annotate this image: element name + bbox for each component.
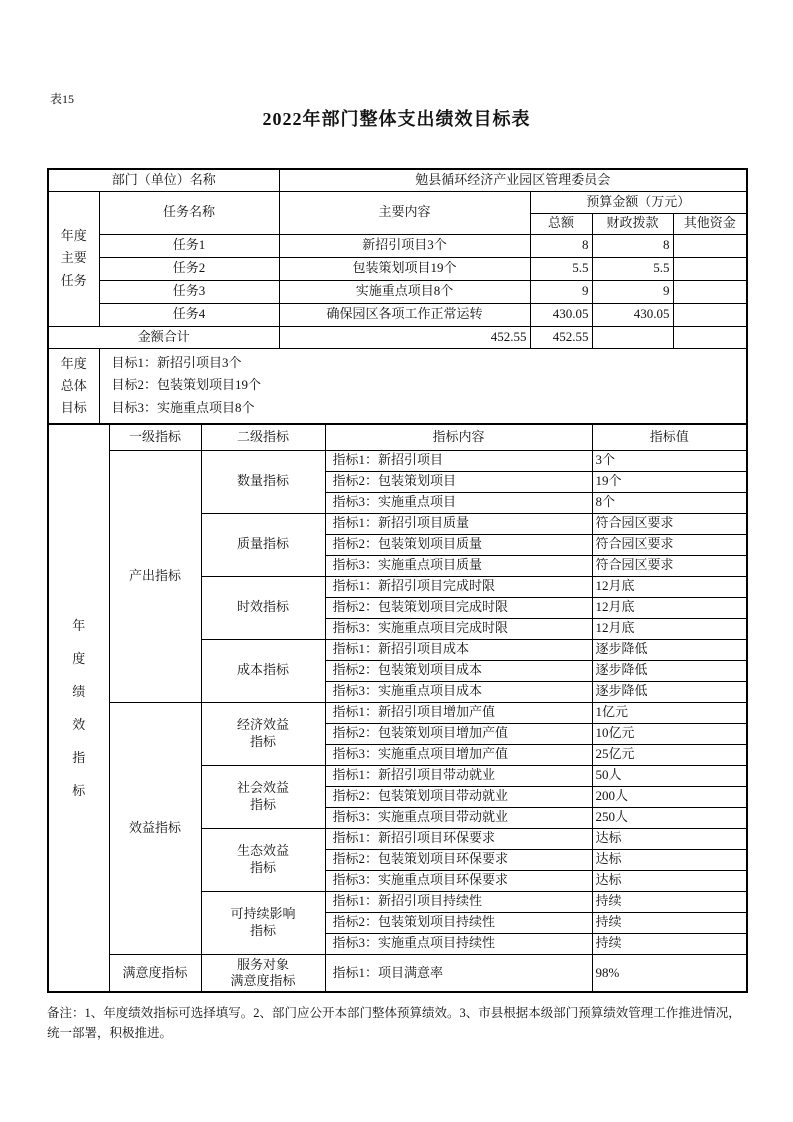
indicator-content-cell: 指标3：实施重点项目质量	[325, 555, 592, 576]
level2-line: 指标	[249, 922, 276, 938]
tasks-section-label: 年度主要任务	[60, 228, 87, 288]
task-other-cell	[673, 257, 747, 280]
task-fiscal-cell: 430.05	[592, 303, 673, 326]
footer-note: 备注：1、年度绩效指标可选择填写。2、部门应公开本部门整体预算绩效。3、市县根据本级部门预算绩效管理工作推进情况，统一部署，积极推进。	[47, 1006, 741, 1040]
indicator-value-cell: 12月底	[592, 576, 747, 597]
task-content-cell: 确保园区各项工作正常运转	[279, 303, 530, 326]
indicator-row	[48, 954, 747, 992]
task-row	[48, 280, 747, 303]
col-task-name: 任务名称	[99, 191, 279, 234]
task-content-cell: 新招引项目3个	[279, 234, 530, 257]
task-fiscal-cell: 5.5	[592, 257, 673, 280]
total-other-cell	[592, 326, 673, 348]
task-content-cell: 实施重点项目8个	[279, 280, 530, 303]
indicator-content-cell: 指标1：新招引项目增加产值	[325, 702, 592, 723]
level2-cell	[201, 639, 325, 702]
level2-line: 指标	[249, 796, 276, 812]
level2-line: 成本指标	[236, 662, 289, 678]
level2-cell	[201, 765, 325, 828]
dept-label-cell: 部门（单位）名称	[48, 169, 279, 191]
indicator-value-cell: 3个	[592, 450, 747, 471]
indicator-value-cell: 逐步降低	[592, 639, 747, 660]
indicator-value-cell: 19个	[592, 471, 747, 492]
dept-value-cell: 勉县循环经济产业园区管理委员会	[279, 169, 747, 191]
goals-row	[48, 348, 747, 424]
indicator-value-cell: 1亿元	[592, 702, 747, 723]
indicator-row	[48, 702, 747, 723]
indicator-content-cell: 指标2：包装策划项目持续性	[325, 912, 592, 933]
indicator-content-cell: 指标3：实施重点项目持续性	[325, 933, 592, 954]
indicator-value-cell: 12月底	[592, 618, 747, 639]
goal-line: 目标1：新招引项目3个	[111, 354, 242, 370]
sheet-tag: 表15	[50, 92, 75, 106]
indicator-content-cell: 指标3：实施重点项目带动就业	[325, 807, 592, 828]
level2-line: 生态效益	[236, 843, 289, 859]
indicator-content-cell: 指标1：新招引项目成本	[325, 639, 592, 660]
level2-line: 服务对象	[236, 956, 289, 972]
indicator-content-cell: 指标2：包装策划项目增加产值	[325, 723, 592, 744]
task-name-cell: 任务4	[99, 303, 279, 326]
task-other-cell	[673, 280, 747, 303]
indicator-content-cell: 指标2：包装策划项目完成时限	[325, 597, 592, 618]
task-fiscal-cell: 9	[592, 280, 673, 303]
indicator-value-cell: 98%	[592, 954, 747, 992]
indicator-content-cell: 指标3：实施重点项目	[325, 492, 592, 513]
indicator-value-cell: 符合园区要求	[592, 555, 747, 576]
total-total-cell: 452.55	[279, 326, 530, 348]
indicator-content-cell: 指标1：新招引项目环保要求	[325, 828, 592, 849]
col-budget: 预算金额（万元）	[530, 191, 747, 213]
tasks-table	[47, 168, 748, 425]
task-total-cell: 8	[530, 234, 592, 257]
main-table-area	[47, 168, 746, 993]
level2-cell	[201, 828, 325, 891]
indicator-value-cell: 250人	[592, 807, 747, 828]
task-row	[48, 303, 747, 326]
total-label-cell: 金额合计	[48, 326, 279, 348]
indicator-content-cell: 指标3：实施重点项目环保要求	[325, 870, 592, 891]
indicator-value-cell: 达标	[592, 828, 747, 849]
total-fiscal-cell: 452.55	[530, 326, 592, 348]
indicator-value-cell: 逐步降低	[592, 681, 747, 702]
indicator-content-cell: 指标3：实施重点项目成本	[325, 681, 592, 702]
col-indicator-value: 指标值	[592, 424, 747, 450]
indicator-content-cell: 指标2：包装策划项目环保要求	[325, 849, 592, 870]
goals-section-label: 年度总体目标	[60, 355, 87, 415]
indicator-value-cell: 8个	[592, 492, 747, 513]
col-level1: 一级指标	[109, 424, 201, 450]
level2-line: 指标	[249, 733, 276, 749]
indicator-value-cell: 200人	[592, 786, 747, 807]
col-level2: 二级指标	[201, 424, 325, 450]
level1-cell: 效益指标	[109, 702, 201, 954]
level2-cell	[201, 954, 325, 992]
indicator-value-cell: 达标	[592, 849, 747, 870]
level2-line: 满意度指标	[230, 972, 296, 988]
task-fiscal-cell: 8	[592, 234, 673, 257]
indicators-section-label: 年度绩效指标	[72, 617, 86, 799]
indicator-content-cell: 指标3：实施重点项目增加产值	[325, 744, 592, 765]
task-name-cell: 任务1	[99, 234, 279, 257]
indicators-section-label-cell	[48, 424, 109, 992]
level2-line: 社会效益	[236, 780, 289, 796]
indicators-table	[47, 423, 748, 993]
task-row	[48, 257, 747, 280]
task-total-cell: 9	[530, 280, 592, 303]
indicator-content-cell: 指标1：新招引项目完成时限	[325, 576, 592, 597]
level2-line: 经济效益	[236, 717, 289, 733]
task-name-cell: 任务2	[99, 257, 279, 280]
indicator-content-cell: 指标1：新招引项目	[325, 450, 592, 471]
goals-content-cell	[99, 348, 747, 424]
indicator-value-cell: 逐步降低	[592, 660, 747, 681]
task-total-cell: 5.5	[530, 257, 592, 280]
task-row	[48, 234, 747, 257]
level2-line: 时效指标	[236, 599, 289, 615]
task-total-cell: 430.05	[530, 303, 592, 326]
indicator-value-cell: 50人	[592, 765, 747, 786]
indicator-value-cell: 12月底	[592, 597, 747, 618]
indicator-value-cell: 持续	[592, 912, 747, 933]
indicator-content-cell: 指标3：实施重点项目完成时限	[325, 618, 592, 639]
goal-line: 目标3：实施重点项目8个	[111, 400, 255, 416]
indicator-row	[48, 450, 747, 471]
indicator-value-cell: 10亿元	[592, 723, 747, 744]
indicator-value-cell: 符合园区要求	[592, 534, 747, 555]
task-other-cell	[673, 234, 747, 257]
level1-cell: 产出指标	[109, 450, 201, 702]
dept-row	[48, 169, 747, 191]
indicator-value-cell: 25亿元	[592, 744, 747, 765]
level2-line: 指标	[249, 859, 276, 875]
level2-cell	[201, 513, 325, 576]
col-fiscal: 财政拨款	[592, 213, 673, 234]
goals-section-label-cell	[48, 348, 99, 424]
task-content-cell: 包装策划项目19个	[279, 257, 530, 280]
tasks-section-label-cell	[48, 191, 99, 326]
indicator-content-cell: 指标1：新招引项目质量	[325, 513, 592, 534]
level1-cell: 满意度指标	[109, 954, 201, 992]
level2-line: 质量指标	[236, 536, 289, 552]
task-other-cell	[673, 303, 747, 326]
level2-cell	[201, 702, 325, 765]
page-title: 2022年部门整体支出绩效目标表	[262, 109, 531, 129]
indicator-content-cell: 指标1：新招引项目持续性	[325, 891, 592, 912]
col-indicator-content: 指标内容	[325, 424, 592, 450]
indicators-header-row	[48, 424, 747, 450]
indicator-content-cell: 指标2：包装策划项目	[325, 471, 592, 492]
indicator-content-cell: 指标2：包装策划项目成本	[325, 660, 592, 681]
tasks-total-row	[48, 326, 747, 348]
level2-cell	[201, 450, 325, 513]
level2-cell	[201, 576, 325, 639]
indicator-value-cell: 达标	[592, 870, 747, 891]
col-other: 其他资金	[673, 213, 747, 234]
indicator-value-cell: 持续	[592, 933, 747, 954]
indicator-value-cell: 符合园区要求	[592, 513, 747, 534]
task-name-cell: 任务3	[99, 280, 279, 303]
indicator-content-cell: 指标2：包装策划项目质量	[325, 534, 592, 555]
col-main-content: 主要内容	[279, 191, 530, 234]
goal-line: 目标2：包装策划项目19个	[111, 377, 262, 393]
indicator-value-cell: 持续	[592, 891, 747, 912]
indicator-content-cell: 指标1：新招引项目带动就业	[325, 765, 592, 786]
level2-cell	[201, 891, 325, 954]
indicator-content-cell: 指标1：项目满意率	[325, 954, 592, 992]
col-total: 总额	[530, 213, 592, 234]
tasks-header-row-1	[48, 191, 747, 213]
level2-line: 可持续影响	[230, 906, 296, 922]
indicator-content-cell: 指标2：包装策划项目带动就业	[325, 786, 592, 807]
level2-line: 数量指标	[236, 473, 289, 489]
